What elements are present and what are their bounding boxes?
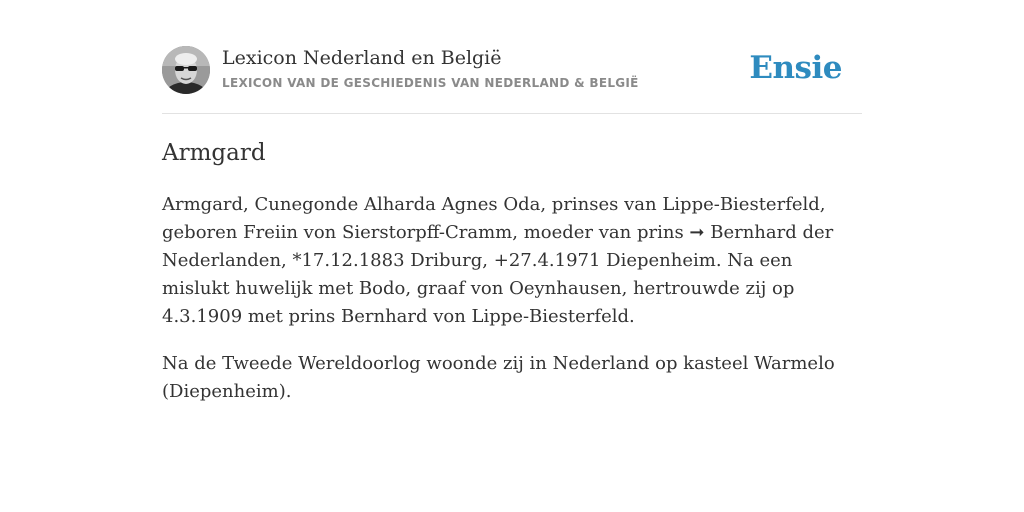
arrow-right-icon: ➞ (689, 222, 705, 243)
site-subtitle: LEXICON VAN DE GESCHIEDENIS VAN NEDERLAND & BELGIË (222, 76, 639, 90)
author-avatar[interactable] (162, 46, 210, 94)
paragraph-text: , *17.12.1883 Driburg, +27.4.1971 Diepenheim. Na een mislukt huwelijk met Bodo, graaf von Oeynhausen, hertrouwde zij op 4.3.1909 met prins Bernhard von Lippe-Biesterfeld. (162, 250, 795, 327)
site-title[interactable]: Lexicon Nederland en België (222, 47, 502, 69)
ensie-logo-link[interactable]: Ensie (749, 50, 842, 86)
bernhard-link-text: Bernhard der Nederlanden (162, 222, 834, 271)
site-header (162, 46, 862, 114)
article-title: Armgard (162, 140, 266, 166)
article-paragraph-2: Na de Tweede Wereldoorlog woonde zij in Nederland op kasteel Warmelo (Diepenheim). (162, 353, 835, 402)
paragraph-text: Armgard, Cunegonde Alharda Agnes Oda, prinses van Lippe-Biesterfeld, geboren Freiin von Sierstorpff-Cramm, moeder van prins (162, 194, 826, 243)
avatar-portrait-icon (162, 46, 210, 94)
article-paragraph-1 (162, 191, 862, 331)
page-container (162, 46, 862, 406)
